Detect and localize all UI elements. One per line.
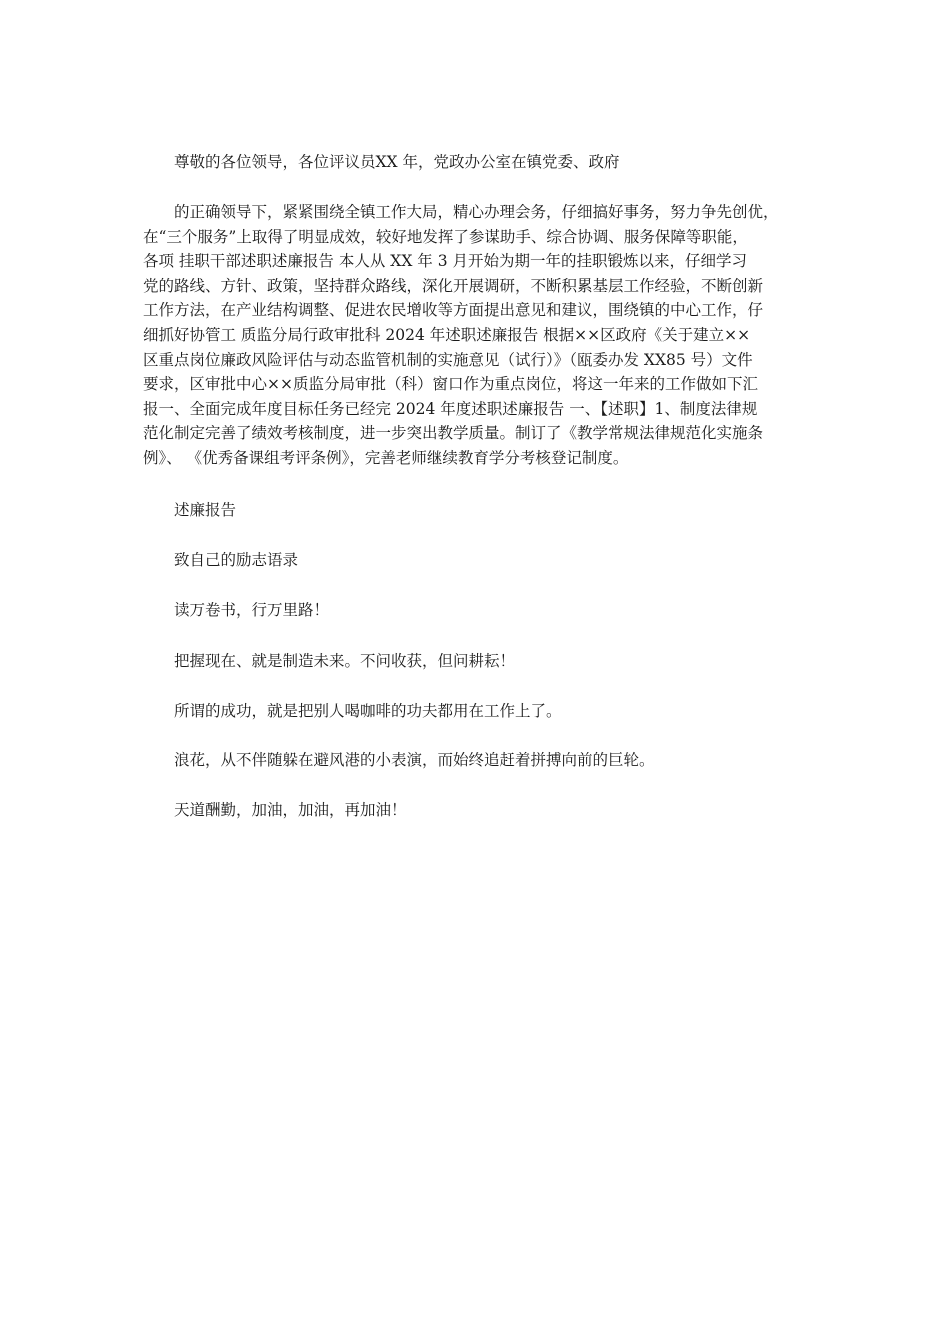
body-paragraph (143, 200, 823, 471)
opening-line: 尊敬的各位领导，各位评议员XX 年，党政办公室在镇党委、政府 (174, 153, 620, 171)
heading-quotes: 致自己的励志语录 (174, 551, 299, 569)
quote-line: 浪花，从不伴随躲在避风港的小表演，而始终追赶着拼搏向前的巨轮。 (174, 751, 655, 769)
quote-line: 读万卷书，行万里路！ (174, 601, 330, 619)
body-line: 的正确领导下，紧紧围绕全镇工作大局，精心办理会务，仔细搞好事务，努力争先创优， (174, 203, 779, 221)
body-line: 报一、全面完成年度目标任务已经完 2024 年度述职述廉报告 一、【述职】1、制度法律规 (143, 399, 758, 418)
body-line: 细抓好协管工 质监分局行政审批科 2024 年述职述廉报告 根据××区政府《关于建立×× (143, 325, 751, 344)
body-line: 例》、 《优秀备课组考评条例》，完善老师继续教育学分考核登记制度。 (143, 448, 629, 467)
heading-report: 述廉报告 (174, 501, 237, 519)
quote-line: 所谓的成功，就是把别人喝咖啡的功夫都用在工作上了。 (174, 702, 562, 720)
quote-line: 天道酬勤，加油，加油，再加油！ (174, 801, 407, 819)
body-line: 区重点岗位廉政风险评估与动态监管机制的实施意见（试行）》（瓯委办发 XX85 号）文件 (143, 350, 753, 369)
body-line: 党的路线、方针、政策，坚持群众路线，深化开展调研，不断积累基层工作经验，不断创新 (143, 276, 764, 295)
body-line: 要求，区审批中心××质监分局审批（科）窗口作为重点岗位，将这一年来的工作做如下汇 (143, 375, 758, 394)
quote-line: 把握现在、就是制造未来。不问收获，但问耕耘！ (174, 652, 516, 670)
body-line: 在“三个服务”上取得了明显成效，较好地发挥了参谋助手、综合协调、服务保障等职能， (143, 227, 748, 246)
body-line: 各项 挂职干部述职述廉报告 本人从 XX 年 3 月开始为期一年的挂职锻炼以来，仔细学习 (143, 252, 747, 271)
body-line: 工作方法，在产业结构调整、促进农民增收等方面提出意见和建议，围绕镇的中心工作，仔 (143, 301, 764, 320)
body-line: 范化制定完善了绩效考核制度，进一步突出教学质量。制订了《教学常规法律规范化实施条 (143, 424, 764, 443)
